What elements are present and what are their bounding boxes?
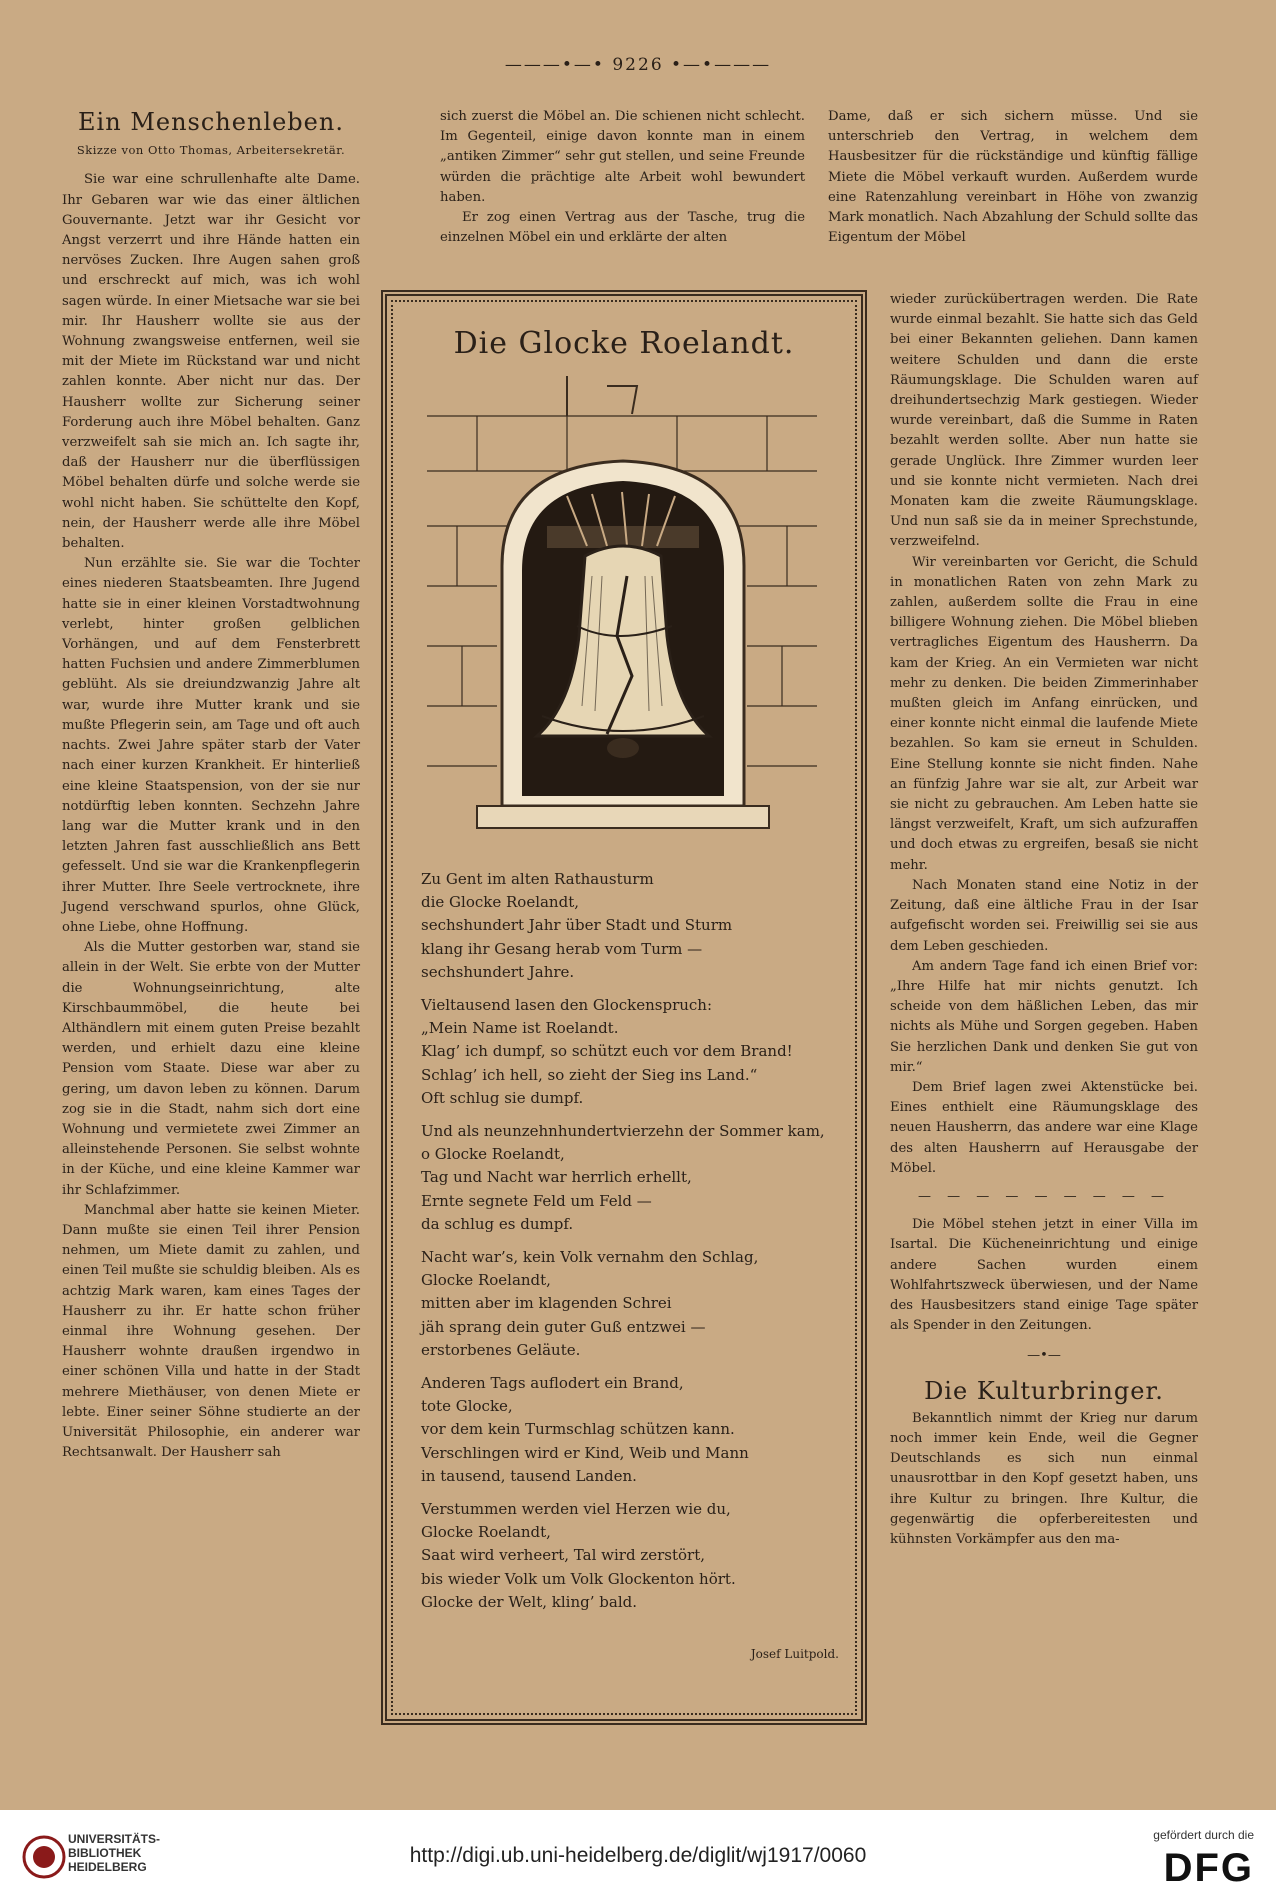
poem-line: Oft schlug sie dumpf. <box>421 1088 584 1107</box>
poem-line: sechshundert Jahr über Stadt und Sturm <box>421 916 733 935</box>
paragraph: Dame, daß er sich sichern müsse. Und sie unterschrieb den Vertrag, in welchem dem Hausbesitzer für die rückständige und künftig fällige Miete die Möbel verkauft wurden. Außerdem wurde eine Ratenzahlung vereinbart in Höhe von zwanzig Mark monatlich. Nach Abzahlung der Schuld sollte das Eigentum der Möbel <box>828 109 1198 246</box>
paragraph: Am andern Tage fand ich einen Brief vor: „Ihre Hilfe hat mir nichts genutzt. Ich scheide von dem häßlichen Leben, das mir nichts als Mühe und Sorgen gegeben. Haben Sie herzlichen Dank und denken Sie gut von mir.“ <box>890 958 1198 1075</box>
paragraph: Als die Mutter gestorben war, stand sie allein in der Welt. Sie erbte von der Mutter die Wohnungseinrichtung, alte Kirschbaummöbel, die heute bei Althändlern mit einem guten Preise bezahlt werden, und erhielt dazu eine kleine Pension vom Staate. Diese war aber zu gering, um davon leben zu können. Darum zog sie in die Stadt, nahm sich dort eine Wohnung und vermietete zwei Zimmer an alleinstehende Personen. Sie selbst wohnte in der Küche, und eine kleine Kammer war ihr Schlafzimmer. <box>62 940 360 1198</box>
poem-line: bis wieder Volk um Volk Glockenton hört. <box>421 1569 736 1588</box>
poem-box <box>381 290 867 1725</box>
source-url-link[interactable]: http://digi.ub.uni-heidelberg.de/diglit/wj1917/0060 <box>409 1844 867 1867</box>
institution-line: BIBLIOTHEK <box>68 1846 142 1860</box>
section-separator: — — — — — — — — — <box>917 1188 1171 1204</box>
poem-line: in tausend, tausend Landen. <box>421 1466 637 1485</box>
paragraph: Die Möbel stehen jetzt in einer Villa im Isartal. Die Kücheneinrichtung und einige andere Sachen wurden einem Wohlfahrtszweck überwiesen, und der Name des Hausbesitzers stand einige Tage später als Spender in den Zeitungen. <box>890 1217 1198 1334</box>
left-column <box>62 108 360 1463</box>
poem-line: mitten aber im klagenden Schrei <box>421 1294 672 1313</box>
poem-stanza <box>421 1498 841 1614</box>
poem-line: „Mein Name ist Roelandt. <box>421 1019 619 1038</box>
poem-author: Josef Luitpold. <box>750 1647 839 1661</box>
poem-line: Verstummen werden viel Herzen wie du, <box>421 1500 731 1519</box>
footer-bar <box>0 1810 1276 1903</box>
poem-line: Glocke Roelandt, <box>421 1523 551 1542</box>
small-separator: —•— <box>1027 1348 1061 1364</box>
bell-illustration <box>417 376 829 846</box>
poem-line: Tag und Nacht war herrlich erhellt, <box>421 1168 692 1187</box>
paragraph: wieder zurückübertragen werden. Die Rate wurde einmal bezahlt. Sie hatte sich das Geld bei einer Bekannten geliehen. Dann kamen weitere Schulden und dann die erste Räumungsklage. Die Schulden waren auf dreihundertsechzig Mark gestiegen. Wieder wurde vereinbart, daß die Summe in Raten bezahlt werden sollte. Aber nun hatte sie gerade Unglück. Ihre Zimmer wurden leer und sie konnte nicht vermieten. Nach drei Monaten kam die zweite Räumungsklage. Und nun saß sie da in meiner Sprechstunde, verzweifelnd. <box>890 292 1198 550</box>
poem-line: die Glocke Roelandt, <box>421 893 579 912</box>
poem-line: Saat wird verheert, Tal wird zerstört, <box>421 1546 706 1565</box>
poem-line: Verschlingen wird er Kind, Weib und Mann <box>421 1443 749 1462</box>
institution-line: HEIDELBERG <box>68 1860 147 1874</box>
poem-line: Ernte segnete Feld um Feld — <box>421 1191 652 1210</box>
paragraph: Manchmal aber hatte sie keinen Mieter. Dann mußte sie einen Teil ihrer Pension nehmen, um Miete damit zu zahlen, und einen Teil mußte sie schuldig bleiben. Als es achtzig Mark waren, kam eines Tages der Hausherr zu ihr. Er hatte schon früher einmal ihre Wohnung gesehen. Der Hausherr wohnte draußen irgendwo in einer schönen Villa und hatte in der Stadt mehrere Miethäuser, von denen Miete er lebte. Einer seiner Söhne studierte an der Universität Philosophie, ein anderer war Rechtsanwalt. Der Hausherr sah <box>62 1202 360 1461</box>
paragraph: sich zuerst die Möbel an. Die schienen nicht schlecht. Im Gegenteil, einige davon konnte man in einem „antiken Zimmer“ sehr gut stellen, und seine Freunde würden die prächtige alte Arbeit wohl bewundert haben. <box>440 109 805 205</box>
poem-line: vor dem kein Turmschlag schützen kann. <box>421 1420 735 1439</box>
poem-line: Klag’ ich dumpf, so schützt euch vor dem Brand! <box>421 1042 793 1061</box>
poem-title: Die Glocke Roelandt. <box>453 326 795 361</box>
paragraph: Sie war eine schrullenhafte alte Dame. Ihr Gebaren war wie das einer ältlichen Gouvernante. Jetzt war ihr Gesicht vor Angst verzerrt und ihre Hände hatten ein nervöses Zucken. Ihre Augen sahen groß und erschreckt auf mich, was ich wohl sagen würde. In einer Mietsache war sie bei mir. Ihr Hausherr wollte sie aus der Wohnung zwangsweise entfernen, weil sie mit der Miete im Rückstand war und nicht zahlen konnte. Aber nicht nur das. Der Hausherr wollte zur Sicherung seiner Forderung auch ihre Möbel behalten. Ganz verzweifelt sah sie mich an. Ich sagte ihr, daß der Hausherr nur die überflüssigen Möbel behalten dürfe und solche werde sie wohl nicht haben. Sie schüttelte den Kopf, nein, der Hausherr werde alle ihre Möbel behalten. <box>62 172 360 552</box>
poem-line: erstorbenes Geläute. <box>421 1340 581 1359</box>
institution-line: UNIVERSITÄTS- <box>68 1832 161 1846</box>
poem-line: Zu Gent im alten Rathausturm <box>421 870 654 888</box>
paragraph: Nun erzählte sie. Sie war die Tochter eines niederen Staatsbeamten. Ihre Jugend hatte sie in einer kleinen Vorstadtwohnung verlebt, hinter großen gelblichen Vorhängen, und auf dem Fensterbrett hatten Fuchsien und andere Zimmerblumen geblüht. Als sie dreiundzwanzig Jahre alt war, wurde ihre Mutter krank und sie mußte Pflegerin sein, am Tage und oft auch nachts. Zwei Jahre später starb der Vater nach einer kurzen Krankheit. Er hinterließ eine kleine Staatspension, von der sie nur notdürftig leben konnten. Sechzehn Jahre lang war die Mutter krank und in den letzten Jahren fast ausschließlich ans Bett gefesselt. Und sie war die Krankenpflegerin ihrer Mutter. Ihre Seele vertrocknete, ihre Jugend verschwand spurlos, ohne Glück, ohne Liebe, ohne Hoffnung. <box>62 556 360 935</box>
poem-line: Vieltausend lasen den Glockenspruch: <box>421 996 713 1015</box>
article-title-2: Die Kulturbringer. <box>924 1376 1164 1405</box>
poem-line: Glocke Roelandt, <box>421 1271 551 1290</box>
poem-line: klang ihr Gesang herab vom Turm — <box>421 939 703 958</box>
poem-stanza <box>421 868 841 984</box>
funded-by-label: gefördert durch die <box>1153 1828 1254 1842</box>
paragraph: Dem Brief lagen zwei Aktenstücke bei. Eines enthielt eine Räumungsklage des neuen Hausherrn, das andere war eine Klage des alten Hausherrn auf Herausgabe der Möbel. <box>890 1079 1198 1176</box>
right-column <box>890 290 1198 1550</box>
poem-stanza <box>421 1246 841 1362</box>
poem-line: o Glocke Roelandt, <box>421 1145 565 1164</box>
poem-line: Schlag’ ich hell, so zieht der Sieg ins Land.“ <box>421 1065 758 1084</box>
article-subtitle: Skizze von Otto Thomas, Arbeitersekretär. <box>76 143 346 158</box>
paragraph: Er zog einen Vertrag aus der Tasche, trug die einzelnen Möbel ein und erklärte der alten <box>440 210 805 246</box>
poem-line: tote Glocke, <box>421 1397 513 1416</box>
poem-stanza <box>421 1120 841 1236</box>
poem-line: da schlug es dumpf. <box>421 1214 574 1233</box>
poem-stanza <box>421 994 841 1110</box>
poem-line: Anderen Tags auflodert ein Brand, <box>421 1374 684 1393</box>
poem-stanza <box>421 1372 841 1488</box>
poem-line: Und als neunzehnhundertvierzehn der Sommer kam, <box>421 1122 825 1141</box>
dfg-logo[interactable]: DFG <box>1163 1846 1254 1890</box>
paragraph: Bekanntlich nimmt der Krieg nur darum noch immer kein Ende, weil die Gegner Deutschlands es sich nun einmal unausrottbar in den Kopf gesetzt haben, uns ihre Kultur zu bringen. Ihre Kultur, die gegenwärtig die opferbereitesten und kühnsten Vorkämpfer aus den ma- <box>890 1410 1198 1547</box>
article-title: Ein Menschenleben. <box>78 108 344 136</box>
paragraph: Wir vereinbarten vor Gericht, die Schuld in monatlichen Raten von zehn Mark zu zahlen, außerdem sollte die Frau in eine billigere Wohnung ziehen. Die Möbel blieben vertragliches Eigentum des Hausherrn. Da kam der Krieg. An ein Vermieten war nicht mehr zu denken. Die beiden Zimmerinhaber mußten gleich im Anfang einrücken, und einer konnte nicht einmal die laufende Miete bezahlen. So kam sie erneut in Schulden. Eine Stellung konnte sie nicht finden. Nahe an fünfzig Jahre war sie alt, zur Arbeit war sie nicht zu gebrauchen. Am Leben hatte sie längst verzweifelt, Kraft, um sich aufzuraffen und doch etwas zu ergreifen, besaß sie nicht mehr. <box>890 554 1198 873</box>
poem-line: jäh sprang dein guter Guß entzwei — <box>421 1317 706 1336</box>
right-column-top <box>828 107 1198 248</box>
poem-line: Glocke der Welt, kling’ bald. <box>421 1592 637 1611</box>
page-number: ———•—• 9226 •—•——— <box>504 55 772 75</box>
middle-column-top <box>440 107 805 248</box>
paragraph: Nach Monaten stand eine Notiz in der Zeitung, daß eine ältliche Frau in der Isar aufgefischt worden sei. Freiwillig sei sie aus dem Leben geschieden. <box>890 877 1198 954</box>
poem-line: Nacht war’s, kein Volk vernahm den Schlag, <box>421 1248 759 1267</box>
poem-line: sechshundert Jahre. <box>421 962 575 981</box>
poem-text <box>421 868 841 1624</box>
